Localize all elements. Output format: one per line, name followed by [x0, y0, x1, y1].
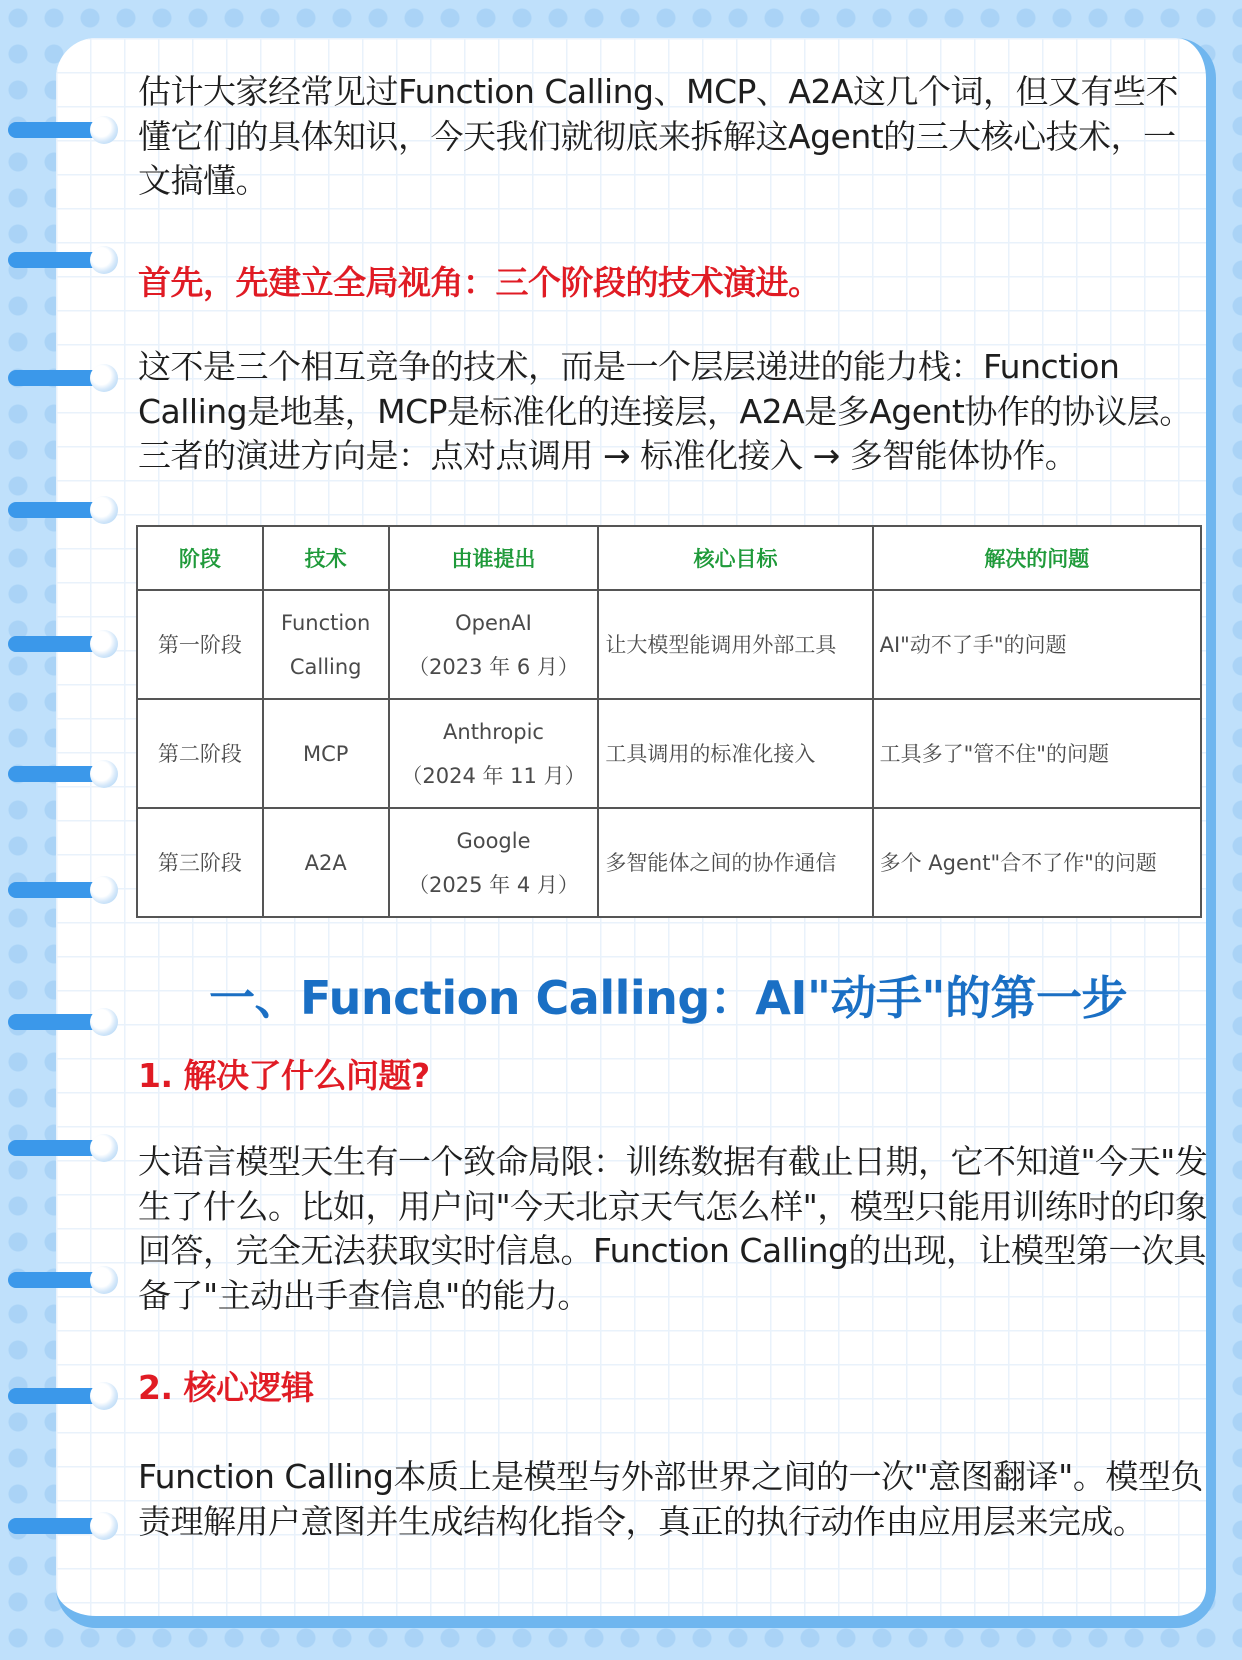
cell-goal: 工具调用的标准化接入: [598, 699, 872, 808]
section-title: 一、Function Calling：AI"动手"的第一步: [209, 971, 1127, 1025]
cell-tech-line2: Calling: [289, 654, 362, 679]
header-goal: 核心目标: [598, 526, 872, 590]
cell-org: Anthropic: [443, 719, 544, 744]
binder-ring: [8, 1272, 116, 1288]
cell-proposer: [389, 590, 599, 699]
header-tech: 技术: [263, 526, 389, 590]
binder-ring: [8, 122, 116, 138]
question-paragraph: 大语言模型天生有一个致命局限：训练数据有截止日期，它不知道"今天"发生了什么。比如，用户问"今天北京天气怎么样"，模型只能用训练时的印象回答，完全无法获取实时信息。Function Calling的出现，让模型第一次具备了"主动出手查信息"的能力。: [138, 1142, 1208, 1315]
intro-paragraph: 估计大家经常见过Function Calling、MCP、A2A这几个词，但又有些不懂它们的具体知识，今天我们就彻底来拆解这Agent的三大核心技术，一文搞懂。: [138, 72, 1179, 200]
cell-problem: 多个 Agent"合不了作"的问题: [873, 808, 1201, 917]
cell-stage: 第一阶段: [137, 590, 263, 699]
cell-stage: 第三阶段: [137, 808, 263, 917]
cell-tech-line1: Function: [281, 610, 371, 635]
overview-paragraph: 这不是三个相互竞争的技术，而是一个层层递进的能力栈：Function Calling是地基，MCP是标准化的连接层，A2A是多Agent协作的协议层。三者的演进方向是：点对点调用 → 标准化接入 → 多智能体协作。: [138, 347, 1192, 475]
logic-paragraph: Function Calling本质上是模型与外部世界之间的一次"意图翻译"。模型负责理解用户意图并生成结构化指令，真正的执行动作由应用层来完成。: [138, 1457, 1203, 1541]
binder-ring: [8, 252, 116, 268]
binder-ring: [8, 882, 116, 898]
binder-ring: [8, 766, 116, 782]
binder-ring: [8, 636, 116, 652]
logic-heading: 2. 核心逻辑: [138, 1368, 314, 1407]
header-problem: 解决的问题: [873, 526, 1201, 590]
cell-proposer: [389, 699, 599, 808]
question-heading: 1. 解决了什么问题?: [138, 1056, 430, 1095]
cell-problem: 工具多了"管不住"的问题: [873, 699, 1201, 808]
cell-tech: [263, 590, 389, 699]
header-proposer: 由谁提出: [389, 526, 599, 590]
table-row: [137, 699, 1201, 808]
stages-table: [136, 525, 1202, 918]
binder-ring: [8, 1014, 116, 1030]
table-row: [137, 590, 1201, 699]
binder-ring: [8, 1140, 116, 1156]
cell-proposer: [389, 808, 599, 917]
cell-tech: MCP: [263, 699, 389, 808]
binder-ring: [8, 1388, 116, 1404]
cell-date: （2025 年 4 月）: [408, 872, 579, 897]
header-stage: 阶段: [137, 526, 263, 590]
binder-ring: [8, 1518, 116, 1534]
cell-problem: AI"动不了手"的问题: [873, 590, 1201, 699]
cell-date: （2024 年 11 月）: [401, 763, 586, 788]
cell-goal: 让大模型能调用外部工具: [598, 590, 872, 699]
cell-tech: A2A: [263, 808, 389, 917]
cell-org: OpenAI: [455, 610, 532, 635]
binder-ring: [8, 502, 116, 518]
table-header-row: [137, 526, 1201, 590]
cell-goal: 多智能体之间的协作通信: [598, 808, 872, 917]
binder-ring: [8, 370, 116, 386]
overview-heading: 首先，先建立全局视角：三个阶段的技术演进。: [138, 263, 821, 302]
table-row: [137, 808, 1201, 917]
cell-stage: 第二阶段: [137, 699, 263, 808]
cell-org: Google: [456, 828, 531, 853]
cell-date: （2023 年 6 月）: [408, 654, 579, 679]
